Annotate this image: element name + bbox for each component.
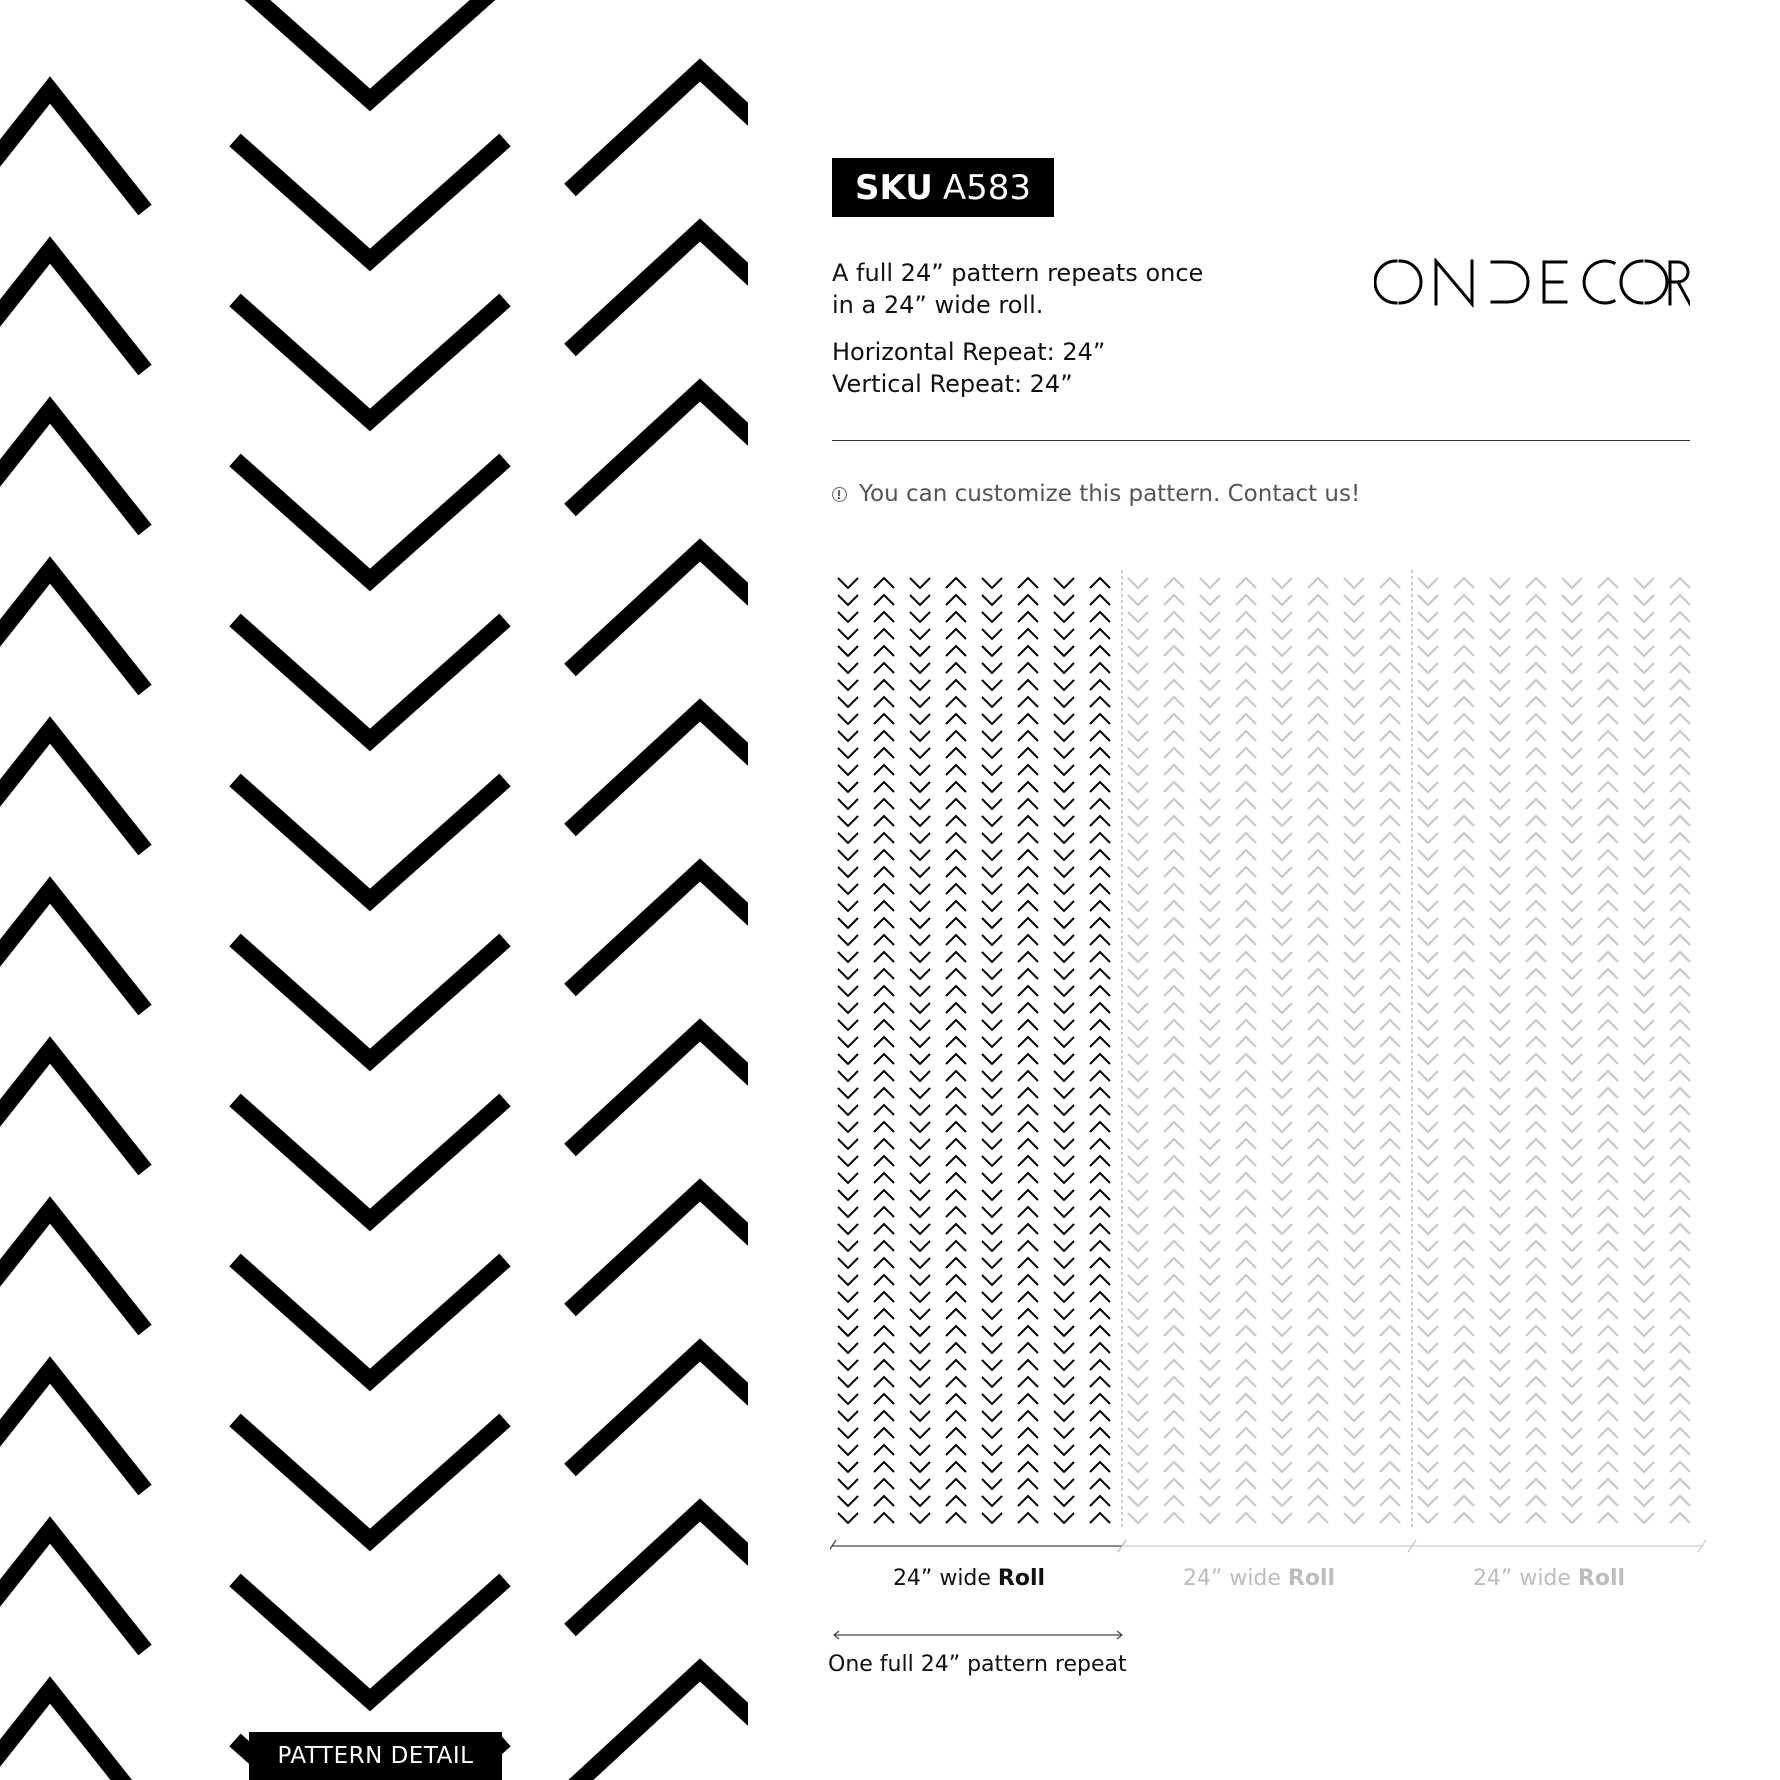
roll-word-3: Roll [1577, 1566, 1626, 1591]
sku-badge [832, 158, 1054, 217]
roll-size-2: 24” wide [1182, 1566, 1288, 1591]
roll-size-3: 24” wide [1472, 1566, 1578, 1591]
brand-logo [1374, 258, 1690, 308]
description-line-1: A full 24” pattern repeats once [832, 259, 1204, 287]
repeat-label: One full 24” pattern repeat [828, 1652, 1127, 1677]
roll-preview [830, 570, 1706, 1570]
horizontal-repeat: Horizontal Repeat: 24” [832, 338, 1106, 366]
sku-key: SKU [854, 167, 933, 208]
roll-label-3 [1404, 1566, 1694, 1591]
vertical-repeat: Vertical Repeat: 24” [832, 370, 1073, 398]
roll-label-2 [1114, 1566, 1404, 1591]
pattern-detail-label: PATTERN DETAIL [249, 1732, 502, 1780]
pattern-detail-image [0, 0, 748, 1780]
section-divider [832, 440, 1690, 441]
roll-word-2: Roll [1287, 1566, 1336, 1591]
roll-label-1 [824, 1566, 1114, 1591]
pattern-detail-panel [0, 0, 748, 1780]
roll-size-1: 24” wide [892, 1566, 998, 1591]
customize-notice-text[interactable]: You can customize this pattern. Contact us! [859, 481, 1361, 507]
info-icon [832, 487, 847, 502]
description-line-2: in a 24” wide roll. [832, 291, 1044, 319]
repeat-arrow [832, 1630, 1124, 1640]
sku-value: A583 [942, 167, 1031, 208]
customize-notice[interactable] [832, 481, 1360, 507]
roll-word-1: Roll [997, 1566, 1046, 1591]
